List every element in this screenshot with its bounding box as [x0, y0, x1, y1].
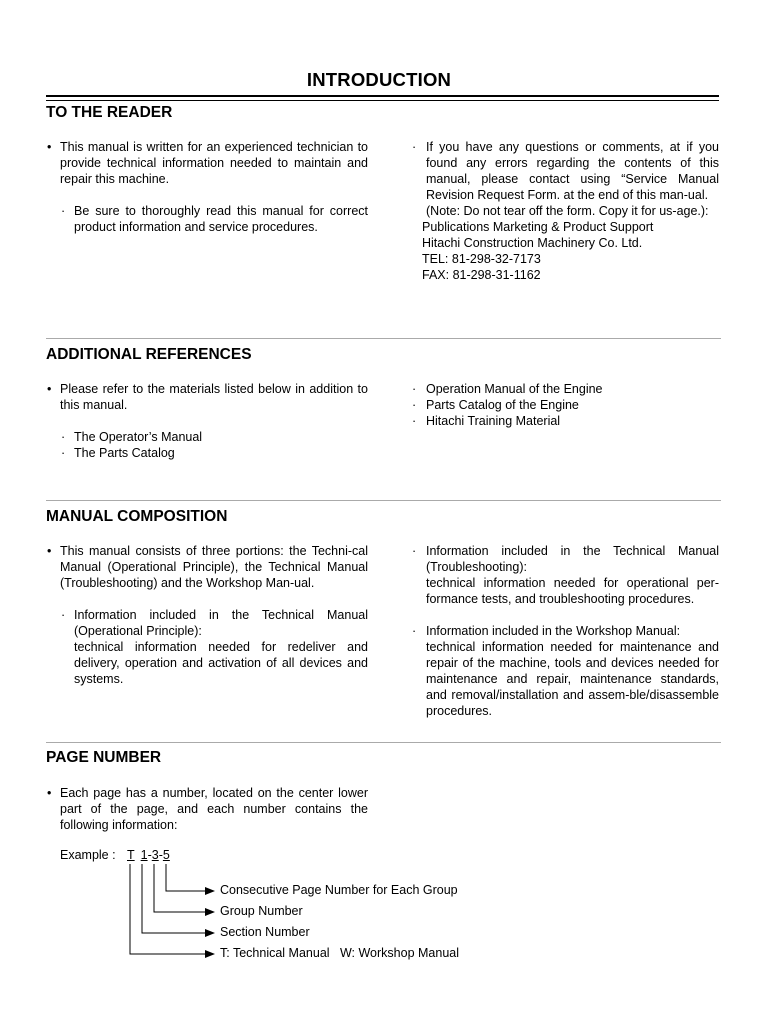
- connector-section: [142, 864, 207, 933]
- label-group-number: Group Number: [220, 904, 303, 918]
- example-part-group: 3: [151, 848, 159, 862]
- arrow-head-icon: [205, 887, 215, 895]
- list-item-body: technical information needed for operational per-formance tests, and troubleshooting procedures.: [426, 576, 719, 606]
- list-item: · The Parts Catalog: [61, 446, 175, 460]
- example-separator: -: [158, 848, 163, 862]
- note-text: (Note: Do not tear off the form. Copy it for us-age.):: [426, 204, 709, 218]
- example-label: Example :: [60, 848, 116, 862]
- section-heading-manual-composition: MANUAL COMPOSITION: [46, 508, 228, 525]
- small-bullet-icon: ·: [61, 430, 66, 444]
- page-title: INTRODUCTION: [306, 69, 452, 90]
- contact-line: Publications Marketing & Product Support: [422, 220, 654, 234]
- small-bullet-icon: ·: [412, 624, 417, 638]
- arrow-head-icon: [205, 929, 215, 937]
- list-item: · Information included in the Technical Manual (Operational Principle):: [61, 608, 368, 638]
- contact-line: TEL: 81-298-32-7173: [422, 252, 541, 266]
- list-item: · Be sure to thoroughly read this manual for correct product information and service procedures.: [61, 204, 368, 234]
- list-item: · Parts Catalog of the Engine: [412, 398, 579, 412]
- list-item: · Hitachi Training Material: [412, 414, 561, 428]
- list-item: · Information included in the Technical Manual (Troubleshooting):: [412, 544, 719, 574]
- list-item-body: technical information needed for redeliver and delivery, operation and activation of all devices and systems.: [74, 640, 368, 686]
- list-item: · The Operator’s Manual: [61, 430, 203, 444]
- small-bullet-icon: ·: [412, 414, 417, 428]
- small-bullet-icon: ·: [412, 140, 417, 154]
- list-item: • Please refer to the materials listed below in addition to this manual.: [47, 382, 368, 412]
- list-item: · Information included in the Workshop Manual:: [412, 624, 681, 638]
- section-heading-page-number: PAGE NUMBER: [46, 749, 162, 766]
- small-bullet-icon: ·: [412, 382, 417, 396]
- bullet-icon: •: [47, 786, 52, 800]
- bullet-icon: •: [47, 544, 52, 558]
- small-bullet-icon: ·: [61, 608, 66, 622]
- connector-group: [154, 864, 207, 912]
- bullet-icon: •: [47, 382, 52, 396]
- section-heading-additional-references: ADDITIONAL REFERENCES: [46, 346, 252, 363]
- arrow-head-icon: [205, 950, 215, 958]
- label-manual-type: T: Technical Manual W: Workshop Manual: [220, 946, 460, 960]
- example-separator: -: [147, 848, 152, 862]
- contact-line: Hitachi Construction Machinery Co. Ltd.: [422, 236, 643, 250]
- arrow-head-icon: [205, 908, 215, 916]
- label-section-number: Section Number: [220, 925, 310, 939]
- example-part-manual: T: [127, 848, 135, 862]
- list-item: · Operation Manual of the Engine: [412, 382, 603, 396]
- list-item: • Each page has a number, located on the center lower part of the page, and each number contains the following information:: [47, 786, 368, 832]
- label-consecutive-page: Consecutive Page Number for Each Group: [220, 883, 458, 897]
- list-item: · If you have any questions or comments, at if you found any errors regarding the contents of this manual, please contact using “Service Manual Revision Request Form. at the end of this man-ual.: [412, 140, 719, 202]
- example-part-section: 1: [140, 848, 148, 862]
- bullet-icon: •: [47, 140, 52, 154]
- small-bullet-icon: ·: [61, 446, 66, 460]
- list-item: • This manual consists of three portions: the Techni-cal Manual (Operational Principle), the Technical Manual (Troubleshooting) and the Workshop Man-ual.: [47, 544, 368, 590]
- list-item-body: technical information needed for maintenance and repair of the machine, tools and devices needed for maintenance and repair, maintenance standards, and removal/installation and assem-ble/disassemble procedures.: [426, 640, 719, 718]
- connector-consecutive: [166, 864, 207, 891]
- small-bullet-icon: ·: [61, 204, 66, 218]
- small-bullet-icon: ·: [412, 398, 417, 412]
- example-part-page: 5: [162, 848, 170, 862]
- list-item: • This manual is written for an experienced technician to provide technical information needed to maintain and repair this machine.: [47, 140, 368, 186]
- section-heading-to-the-reader: TO THE READER: [46, 104, 173, 121]
- small-bullet-icon: ·: [412, 544, 417, 558]
- contact-line: FAX: 81-298-31-1162: [422, 268, 541, 282]
